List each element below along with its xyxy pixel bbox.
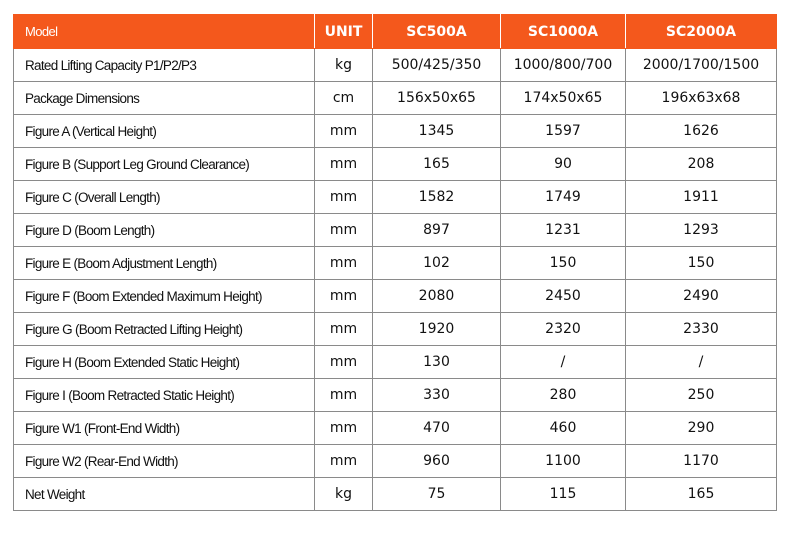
row-value-sc500a: 1920 [373,313,501,346]
row-label: Figure W1 (Front-End Width) [14,412,315,445]
row-value-sc1000a: 1100 [501,445,626,478]
row-unit: kg [315,478,373,511]
row-label: Figure W2 (Rear-End Width) [14,445,315,478]
row-value-sc2000a: 150 [626,247,777,280]
row-unit: mm [315,346,373,379]
row-value-sc1000a: 2450 [501,280,626,313]
row-value-sc500a: 897 [373,214,501,247]
row-unit: mm [315,280,373,313]
row-value-sc500a: 2080 [373,280,501,313]
row-value-sc500a: 102 [373,247,501,280]
row-value-sc500a: 1345 [373,115,501,148]
row-label: Figure F (Boom Extended Maximum Height) [14,280,315,313]
row-label: Package Dimensions [14,82,315,115]
row-unit: mm [315,214,373,247]
row-label: Figure C (Overall Length) [14,181,315,214]
table-row [14,478,777,511]
table-row [14,214,777,247]
table-row [14,148,777,181]
row-value-sc1000a: 1231 [501,214,626,247]
row-unit: mm [315,148,373,181]
row-value-sc2000a: / [626,346,777,379]
row-value-sc2000a: 1170 [626,445,777,478]
header-model-sc500a: SC500A [373,15,501,49]
row-value-sc1000a: 174x50x65 [501,82,626,115]
table-row [14,346,777,379]
row-value-sc1000a: 280 [501,379,626,412]
row-value-sc2000a: 2000/1700/1500 [626,49,777,82]
row-value-sc2000a: 2330 [626,313,777,346]
row-unit: mm [315,313,373,346]
row-value-sc500a: 960 [373,445,501,478]
row-unit: mm [315,379,373,412]
row-value-sc2000a: 196x63x68 [626,82,777,115]
row-unit: mm [315,445,373,478]
row-unit: cm [315,82,373,115]
row-value-sc1000a: 1597 [501,115,626,148]
row-label: Figure I (Boom Retracted Static Height) [14,379,315,412]
row-label: Figure A (Vertical Height) [14,115,315,148]
header-model-sc2000a: SC2000A [626,15,777,49]
row-label: Figure D (Boom Length) [14,214,315,247]
row-unit: mm [315,115,373,148]
row-label: Figure G (Boom Retracted Lifting Height) [14,313,315,346]
row-value-sc1000a: 1749 [501,181,626,214]
row-unit: mm [315,412,373,445]
row-value-sc500a: 470 [373,412,501,445]
row-value-sc2000a: 1626 [626,115,777,148]
row-value-sc2000a: 2490 [626,280,777,313]
row-value-sc1000a: / [501,346,626,379]
table-row [14,181,777,214]
table-row [14,115,777,148]
row-label: Figure B (Support Leg Ground Clearance) [14,148,315,181]
table-row [14,313,777,346]
row-label: Figure H (Boom Extended Static Height) [14,346,315,379]
row-value-sc2000a: 1911 [626,181,777,214]
table-row [14,247,777,280]
row-value-sc1000a: 90 [501,148,626,181]
row-value-sc1000a: 115 [501,478,626,511]
table-row [14,49,777,82]
table-row [14,280,777,313]
row-unit: mm [315,247,373,280]
row-value-sc2000a: 165 [626,478,777,511]
row-value-sc1000a: 2320 [501,313,626,346]
spec-body [14,49,777,511]
header-row [14,15,777,49]
row-value-sc1000a: 150 [501,247,626,280]
row-value-sc2000a: 290 [626,412,777,445]
row-value-sc500a: 165 [373,148,501,181]
row-value-sc500a: 156x50x65 [373,82,501,115]
table-row [14,379,777,412]
row-value-sc2000a: 250 [626,379,777,412]
row-value-sc500a: 130 [373,346,501,379]
header-model: Model [14,15,315,49]
row-value-sc500a: 75 [373,478,501,511]
row-value-sc2000a: 208 [626,148,777,181]
row-unit: kg [315,49,373,82]
table-row [14,445,777,478]
spec-table [13,14,777,511]
table-row [14,82,777,115]
row-value-sc1000a: 1000/800/700 [501,49,626,82]
row-label: Net Weight [14,478,315,511]
row-value-sc1000a: 460 [501,412,626,445]
row-unit: mm [315,181,373,214]
row-label: Figure E (Boom Adjustment Length) [14,247,315,280]
table-row [14,412,777,445]
row-value-sc2000a: 1293 [626,214,777,247]
row-value-sc500a: 330 [373,379,501,412]
header-unit: UNIT [315,15,373,49]
header-model-sc1000a: SC1000A [501,15,626,49]
row-label: Rated Lifting Capacity P1/P2/P3 [14,49,315,82]
row-value-sc500a: 1582 [373,181,501,214]
row-value-sc500a: 500/425/350 [373,49,501,82]
